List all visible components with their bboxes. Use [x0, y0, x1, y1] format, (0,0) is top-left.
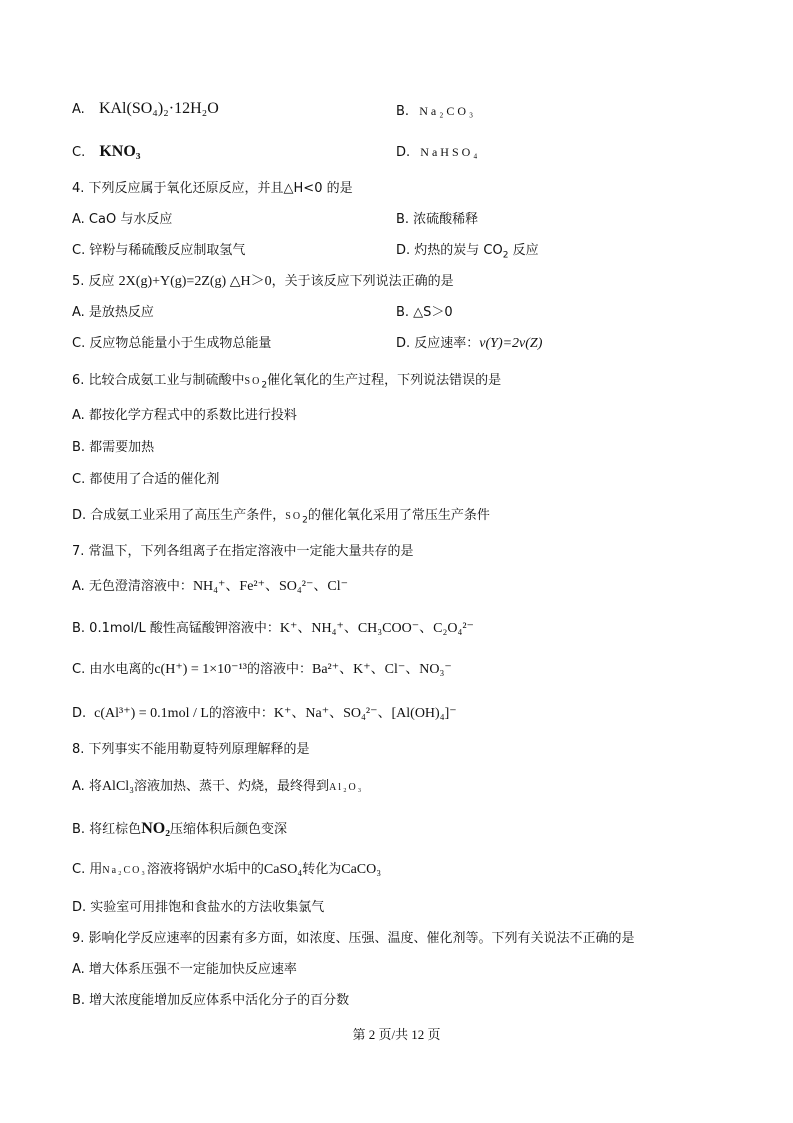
- option-mid: 的溶液中：: [246, 662, 312, 677]
- subscript: 2: [502, 250, 509, 261]
- q5-option-b: B. △S＞0: [396, 305, 453, 320]
- formula: CaCO₃: [341, 862, 382, 877]
- q5-option-d: [396, 335, 542, 353]
- q5-stem: [72, 273, 454, 291]
- q5-option-c: C. 反应物总能量小于生成物总能量: [72, 336, 272, 351]
- option-text: A. 无色澄清溶液中：: [72, 579, 193, 594]
- equation: 2X(g)+Y(g)=2Z(g) △H＞0: [118, 274, 272, 289]
- q6-stem: [72, 372, 501, 391]
- formula: CaSO₄: [263, 862, 303, 877]
- formula: SO: [285, 511, 303, 522]
- ions: K⁺、NH₄⁺、CH₃COO⁻、C₂O₄²⁻: [279, 621, 474, 636]
- q8-option-c: [72, 861, 381, 880]
- formula: KAl(SO₄)₂·12H₂O: [98, 100, 219, 117]
- q9-stem: 9. 影响化学反应速率的因素有多方面，如浓度、压强、温度、催化剂等。下列有关说法不正确的是: [72, 931, 635, 946]
- option-mid: 溶液将锅炉水垢中的: [146, 862, 264, 877]
- rate-equation: v(Y)=2v(Z): [479, 336, 543, 351]
- option-letter: A.: [72, 102, 85, 117]
- option-post: 的催化氧化采用了常压生产条件: [307, 508, 490, 523]
- option-pre: D. 合成氨工业采用了高压生产条件，: [72, 508, 286, 523]
- option-mid: 溶液加热、蒸干、灼烧，最终得到: [134, 779, 330, 794]
- page-footer: 第 2 页/共 12 页: [352, 1027, 441, 1042]
- q6-option-c: C. 都使用了合适的催化剂: [72, 472, 220, 487]
- formula: Na₂CO₃: [102, 865, 147, 876]
- option-post: 压缩体积后颜色变深: [169, 822, 287, 837]
- q7-option-c: [72, 661, 452, 679]
- option-text: D. 灼热的炭与 CO: [396, 243, 503, 258]
- q4-option-d: [396, 242, 539, 260]
- q8-option-d: D. 实验室可用排饱和食盐水的方法收集氯气: [72, 900, 325, 915]
- ions: K⁺、Na⁺、SO₄²⁻、[Al(OH)₄]⁻: [273, 706, 457, 721]
- formula: NO₂: [141, 820, 170, 837]
- option-letter: D.: [396, 145, 411, 160]
- stem-number: 5. 反应: [72, 274, 119, 289]
- option-mid: 的溶液中：: [208, 706, 274, 721]
- q3-option-a: [72, 100, 219, 119]
- q5-option-a: A. 是放热反应: [72, 305, 154, 320]
- q4-stem: 4. 下列反应属于氧化还原反应，并且△H<0 的是: [72, 181, 353, 196]
- q6-option-d: [72, 507, 490, 526]
- q6-option-a: A. 都按化学方程式中的系数比进行投料: [72, 408, 297, 423]
- formula: AlCl₃: [101, 779, 135, 794]
- q7-option-b: [72, 620, 474, 638]
- ions: NH₄⁺、Fe²⁺、SO₄²⁻、Cl⁻: [192, 579, 348, 594]
- q8-stem: 8. 下列事实不能用勒夏特列原理解释的是: [72, 742, 310, 757]
- q4-option-c: C. 锌粉与稀硫酸反应制取氢气: [72, 243, 246, 258]
- option-pre: C. 用: [72, 862, 103, 877]
- q6-option-b: B. 都需要加热: [72, 440, 155, 455]
- formula: Na₂CO₃: [419, 104, 477, 118]
- subscript: 2: [261, 380, 268, 391]
- q3-option-d: [396, 143, 480, 162]
- condition: c(H⁺) = 1×10⁻¹³: [154, 662, 247, 677]
- option-pre: B. 将红棕色: [72, 822, 142, 837]
- option-pre: A. 将: [72, 779, 102, 794]
- option-text: B. 0.1mol/L 酸性高锰酸钾溶液中：: [72, 621, 280, 636]
- option-text: D. 反应速率：: [396, 336, 480, 351]
- option-letter: C.: [72, 145, 86, 160]
- subscript: 2: [302, 515, 308, 526]
- q7-option-a: [72, 578, 348, 596]
- formula: KNO₃: [99, 143, 141, 160]
- q7-stem: 7. 常温下，下列各组离子在指定溶液中一定能大量共存的是: [72, 544, 414, 559]
- condition: c(Al³⁺) = 0.1mol / L: [94, 706, 209, 721]
- option-letter: B.: [396, 104, 410, 119]
- q9-option-a: A. 增大体系压强不一定能加快反应速率: [72, 962, 297, 977]
- q9-option-b: B. 增大浓度能增加反应体系中活化分子的百分数: [72, 993, 350, 1008]
- q4-option-a: A. CaO 与水反应: [72, 212, 173, 227]
- formula: Al₂O₃: [329, 782, 364, 793]
- q3-option-c: [72, 143, 141, 162]
- q3-option-b: [396, 102, 476, 121]
- stem-post: 催化氧化的生产过程，下列说法错误的是: [267, 373, 502, 388]
- stem-end: ，关于该反应下列说法正确的是: [271, 274, 454, 289]
- q8-option-a: [72, 778, 363, 797]
- ions: Ba²⁺、K⁺、Cl⁻、NO₃⁻: [311, 662, 452, 677]
- formula: NaHSO₄: [420, 145, 481, 159]
- stem-pre: 6. 比较合成氨工业与制硫酸中: [72, 373, 245, 388]
- option-pre: C. 由水电离的: [72, 662, 155, 677]
- option-mid: 转化为: [302, 862, 342, 877]
- q7-option-d: [72, 705, 457, 723]
- formula: SO: [244, 376, 262, 387]
- option-pre: D.: [72, 706, 87, 721]
- q8-option-b: [72, 820, 287, 839]
- q4-option-b: B. 浓硫酸稀释: [396, 212, 479, 227]
- option-text-end: 反应: [508, 243, 539, 258]
